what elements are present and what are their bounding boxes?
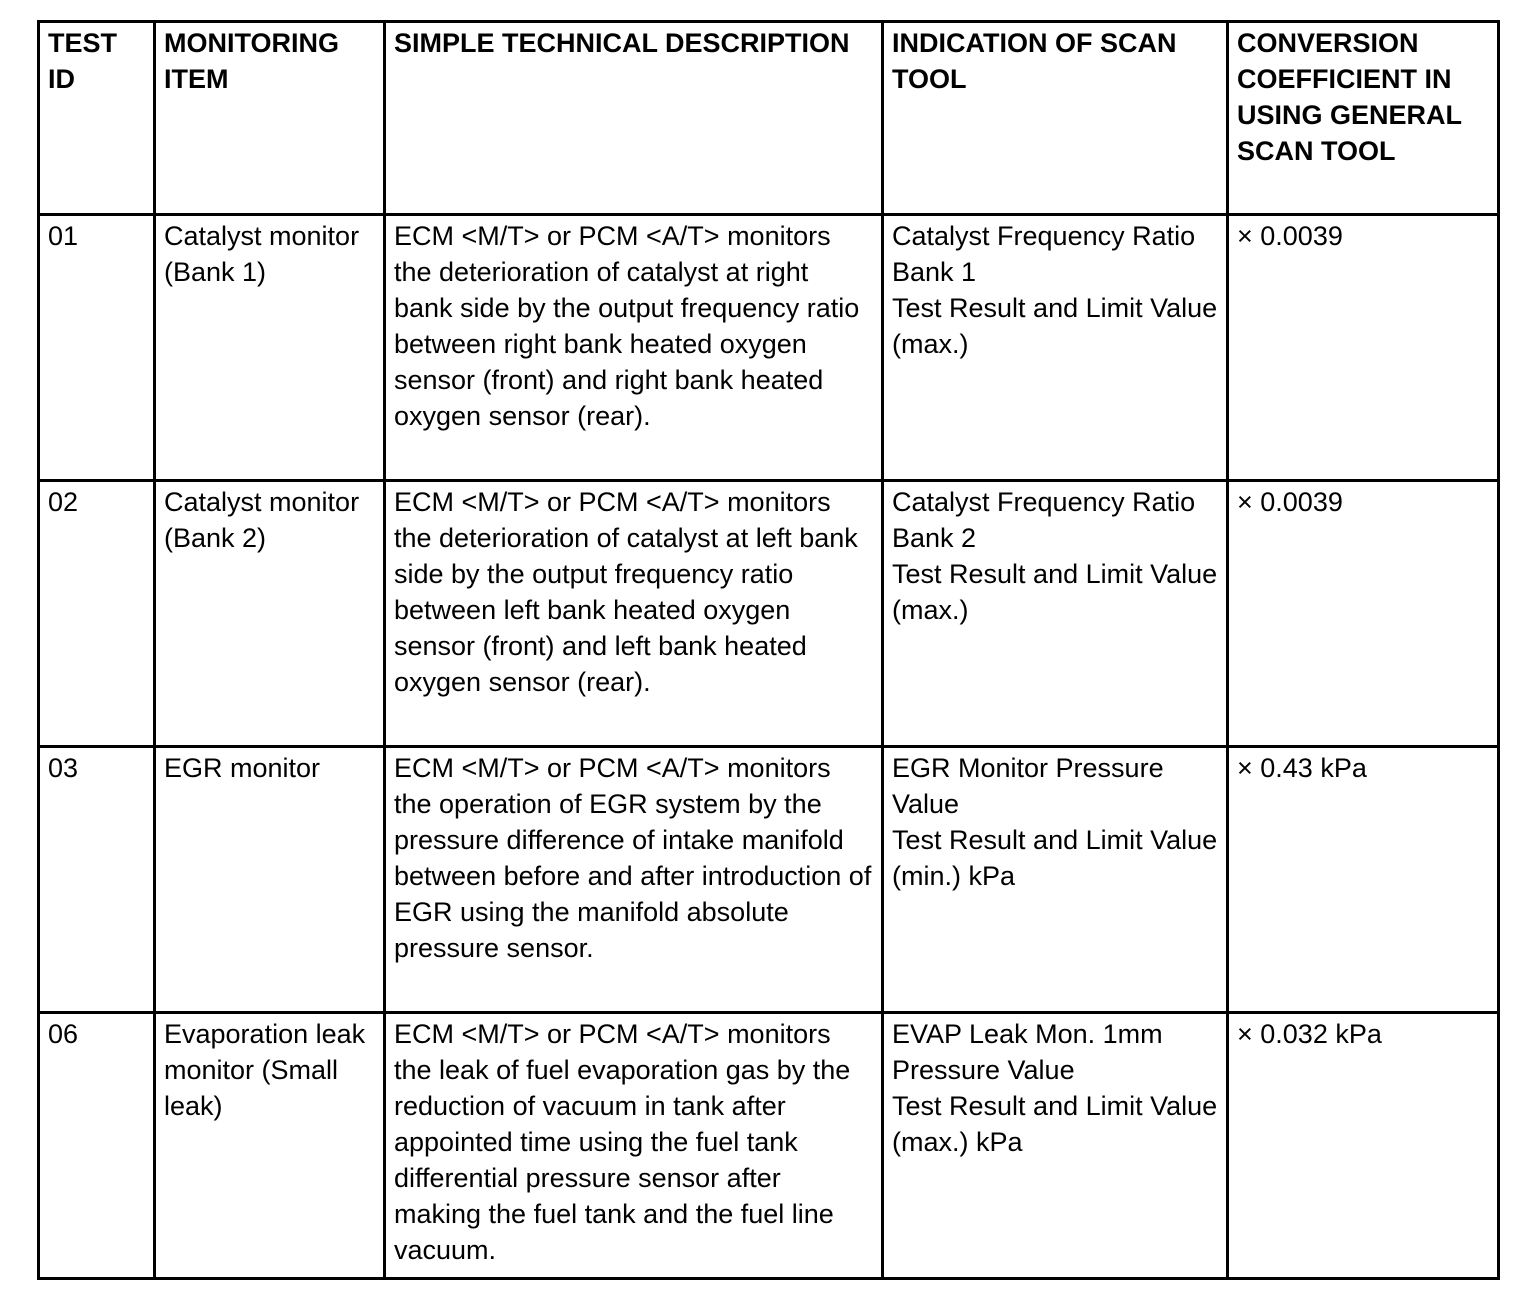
- cell-monitoring-item: EGR monitor: [155, 747, 385, 1013]
- cell-coefficient: × 0.032 kPa: [1228, 1013, 1499, 1279]
- monitor-test-table: [37, 20, 1500, 1280]
- cell-scan-tool-indication: [883, 481, 1228, 747]
- cell-coefficient: × 0.0039: [1228, 215, 1499, 481]
- cell-coefficient: × 0.0039: [1228, 481, 1499, 747]
- table-row: [39, 1013, 1499, 1279]
- cell-test-id: 01: [39, 215, 155, 481]
- cell-scan-tool-indication: [883, 1013, 1228, 1279]
- header-conversion-coefficient: CONVERSION COEFFICIENT IN USING GENERAL SCAN TOOL: [1228, 22, 1499, 215]
- cell-description: ECM <M/T> or PCM <A/T> monitors the leak of fuel evaporation gas by the reduction of vacuum in tank after appointed time using the fuel tank differential pressure sensor after making the fuel tank and the fuel line vacuum.: [385, 1013, 883, 1279]
- header-test-id: TEST ID: [39, 22, 155, 215]
- header-description: SIMPLE TECHNICAL DESCRIPTION: [385, 22, 883, 215]
- header-monitoring-item: MONITORING ITEM: [155, 22, 385, 215]
- table-header-row: [39, 22, 1499, 215]
- cell-coefficient: × 0.43 kPa: [1228, 747, 1499, 1013]
- cell-test-id: 02: [39, 481, 155, 747]
- cell-test-id: 06: [39, 1013, 155, 1279]
- indication-name: EVAP Leak Mon. 1mm Pressure Value: [892, 1019, 1163, 1085]
- indication-result: Test Result and Limit Value (min.) kPa: [892, 825, 1218, 891]
- cell-monitoring-item: Catalyst monitor (Bank 1): [155, 215, 385, 481]
- table-row: [39, 481, 1499, 747]
- cell-test-id: 03: [39, 747, 155, 1013]
- header-scan-tool-indication: INDICATION OF SCAN TOOL: [883, 22, 1228, 215]
- indication-name: EGR Monitor Pressure Value: [892, 753, 1164, 819]
- table-row: [39, 747, 1499, 1013]
- cell-scan-tool-indication: [883, 747, 1228, 1013]
- indication-name: Catalyst Frequency Ratio Bank 1: [892, 221, 1196, 287]
- indication-result: Test Result and Limit Value (max.) kPa: [892, 1091, 1218, 1157]
- indication-name: Catalyst Frequency Ratio Bank 2: [892, 487, 1196, 553]
- indication-result: Test Result and Limit Value (max.): [892, 559, 1218, 625]
- cell-description: ECM <M/T> or PCM <A/T> monitors the deterioration of catalyst at right bank side by the output frequency ratio between right bank heated oxygen sensor (front) and right bank heated oxygen sensor (rear).: [385, 215, 883, 481]
- table-row: [39, 215, 1499, 481]
- cell-scan-tool-indication: [883, 215, 1228, 481]
- indication-result: Test Result and Limit Value (max.): [892, 293, 1218, 359]
- cell-description: ECM <M/T> or PCM <A/T> monitors the deterioration of catalyst at left bank side by the output frequency ratio between left bank heated oxygen sensor (front) and left bank heated oxygen sensor (rear).: [385, 481, 883, 747]
- cell-description: ECM <M/T> or PCM <A/T> monitors the operation of EGR system by the pressure difference of intake manifold between before and after introduction of EGR using the manifold absolute pressure sensor.: [385, 747, 883, 1013]
- cell-monitoring-item: Catalyst monitor (Bank 2): [155, 481, 385, 747]
- cell-monitoring-item: Evaporation leak monitor (Small leak): [155, 1013, 385, 1279]
